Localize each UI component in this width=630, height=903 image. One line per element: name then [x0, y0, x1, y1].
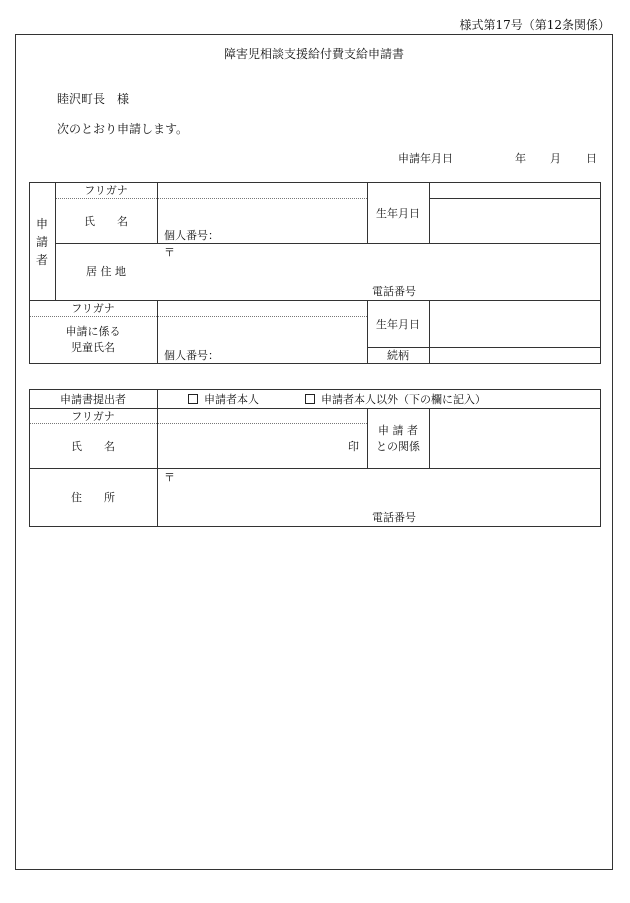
- application-date-label: 申請年月日: [398, 152, 453, 165]
- seal-mark: 印: [348, 440, 359, 453]
- submitter-phone-label: 電話番号: [372, 511, 416, 524]
- option-self[interactable]: [188, 394, 259, 405]
- submitter-name-label: 氏 名: [71, 440, 115, 453]
- child-personal-number-label: 個人番号：: [164, 349, 219, 362]
- option-self-label: 申請者本人: [204, 393, 259, 406]
- applicant-postal-mark: 〒: [164, 246, 175, 259]
- child-name-label-2: 児童氏名: [71, 341, 115, 354]
- submitter-name-field[interactable]: [158, 424, 366, 467]
- option-other-label: 申請者本人以外（下の欄に記入）: [321, 393, 486, 406]
- relation-label-1: 申 請 者: [378, 424, 418, 437]
- submitter-furigana-field[interactable]: [158, 409, 366, 422]
- applicant-side-label-1: 申: [35, 217, 48, 231]
- day-label: 日: [586, 152, 597, 165]
- option-other[interactable]: [305, 394, 486, 405]
- submitter-label: 申請書提出者: [60, 393, 126, 406]
- relationship-field[interactable]: [430, 348, 600, 362]
- child-birthdate-label: 生年月日: [376, 318, 420, 331]
- applicant-furigana-field[interactable]: [158, 183, 366, 197]
- form-number: 様式第17号（第12条関係）: [459, 18, 610, 32]
- submitter-address-label: 住 所: [71, 491, 115, 504]
- relation-field[interactable]: [430, 409, 600, 467]
- applicant-side-label-3: 者: [35, 253, 48, 267]
- applicant-address-label: 居 住 地: [86, 265, 126, 278]
- applicant-birthdate-label: 生年月日: [376, 207, 420, 220]
- applicant-personal-number-label: 個人番号：: [164, 229, 219, 242]
- applicant-phone-label: 電話番号: [372, 285, 416, 298]
- child-name-label-1: 申請に係る: [65, 325, 121, 338]
- self-checkbox[interactable]: [188, 394, 198, 404]
- relationship-label: 続柄: [387, 349, 409, 362]
- month-label: 月: [550, 152, 561, 165]
- applicant-birthdate-field[interactable]: [430, 199, 600, 242]
- form-title: 障害児相談支援給付費支給申請書: [223, 47, 404, 61]
- intro-text: 次のとおり申請します。: [57, 122, 189, 136]
- child-furigana-field[interactable]: [158, 301, 366, 315]
- relation-label-2: との関係: [376, 440, 420, 453]
- other-checkbox[interactable]: [305, 394, 315, 404]
- applicant-side-label-2: 請: [35, 235, 48, 249]
- applicant-name-label: 氏 名: [84, 215, 128, 228]
- addressee: 睦沢町長 様: [57, 92, 130, 106]
- year-label: 年: [515, 152, 526, 165]
- child-birthdate-field[interactable]: [430, 301, 600, 346]
- applicant-furigana-label: フリガナ: [84, 184, 128, 197]
- submitter-furigana-label: フリガナ: [71, 410, 115, 423]
- child-furigana-label: フリガナ: [71, 302, 115, 315]
- submitter-postal-mark: 〒: [164, 471, 175, 484]
